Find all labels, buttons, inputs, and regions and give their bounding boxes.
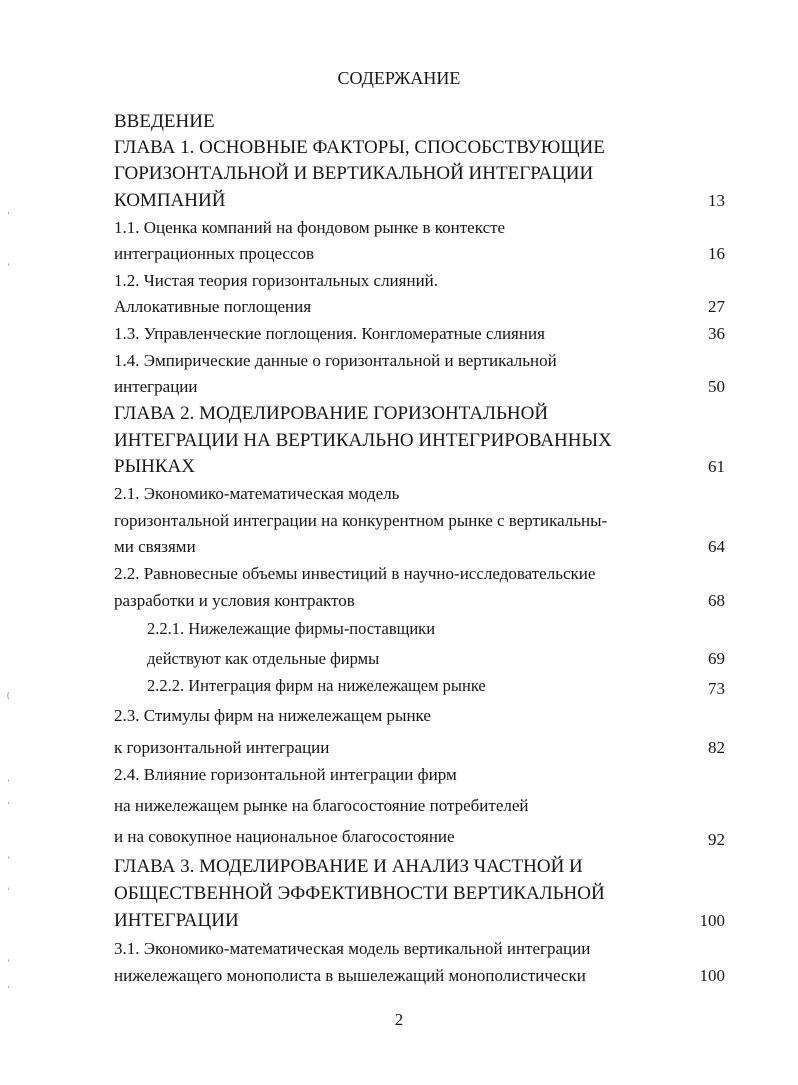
toc-entry: нижележащего монополиста в вышележащий монополистически bbox=[114, 966, 586, 985]
toc-page-number: 13 bbox=[708, 191, 725, 210]
toc-entry: и на совокупное национальное благосостояние bbox=[114, 827, 455, 846]
toc-entry: ИНТЕГРАЦИИ НА ВЕРТИКАЛЬНО ИНТЕГРИРОВАННЫХ bbox=[114, 430, 612, 451]
toc-entry: 3.1. Экономико-математическая модель вертикальной интеграции bbox=[114, 939, 591, 958]
toc-entry: разработки и условия контрактов bbox=[114, 591, 355, 610]
scan-speck: ’ bbox=[7, 855, 10, 865]
toc-page-number: 92 bbox=[708, 830, 725, 849]
toc-page-number: 50 bbox=[708, 377, 725, 396]
toc-entry: 1.3. Управленческие поглощения. Конгломератные слияния bbox=[114, 324, 545, 343]
toc-entry: ГЛАВА 2. МОДЕЛИРОВАНИЕ ГОРИЗОНТАЛЬНОЙ bbox=[114, 403, 549, 424]
toc-entry: 2.2.2. Интеграция фирм на нижележащем рынке bbox=[147, 676, 486, 695]
scan-speck: ‘ bbox=[7, 984, 10, 994]
page-title: СОДЕРЖАНИЕ bbox=[337, 68, 461, 88]
scan-speck: ‘ bbox=[7, 800, 10, 810]
toc-entry: на нижележащем рынке на благосостояние потребителей bbox=[114, 796, 529, 815]
toc-entry: ИНТЕГРАЦИИ bbox=[114, 910, 239, 931]
toc-page-number: 61 bbox=[708, 457, 725, 476]
toc-page-number: 69 bbox=[708, 649, 725, 668]
toc-entry: ГОРИЗОНТАЛЬНОЙ И ВЕРТИКАЛЬНОЙ ИНТЕГРАЦИИ bbox=[114, 163, 594, 184]
toc-entry: ВВЕДЕНИЕ bbox=[114, 111, 215, 132]
toc-entry: 2.3. Стимулы фирм на нижележащем рынке bbox=[114, 706, 431, 725]
toc-page-number: 82 bbox=[708, 738, 725, 757]
scan-speck: ‘ bbox=[7, 886, 10, 896]
scan-speck: ’ bbox=[7, 778, 10, 788]
scan-speck: ( bbox=[7, 690, 10, 700]
toc-page-number: 73 bbox=[708, 679, 725, 698]
toc-entry: 2.1. Экономико-математическая модель bbox=[114, 484, 400, 503]
toc-page-number: 100 bbox=[699, 911, 725, 930]
toc-entry: интеграционных процессов bbox=[114, 244, 315, 263]
toc-page-number: 100 bbox=[699, 966, 725, 985]
toc-entry: РЫНКАХ bbox=[114, 456, 195, 477]
toc-entry: КОМПАНИЙ bbox=[114, 190, 226, 211]
toc-entry: ми связями bbox=[114, 537, 196, 556]
toc-entry: горизонтальной интеграции на конкурентном рынке с вертикальны- bbox=[114, 511, 608, 530]
toc-entry: Аллокативные поглощения bbox=[114, 297, 312, 316]
toc-entry: 1.2. Чистая теория горизонтальных слияний. bbox=[114, 271, 439, 290]
scan-speck: ‘ bbox=[7, 210, 10, 220]
toc-entry: 2.2.1. Нижележащие фирмы-поставщики bbox=[147, 619, 436, 638]
toc-page-number: 68 bbox=[708, 591, 725, 610]
toc-page-number: 27 bbox=[708, 297, 725, 316]
toc-page-number: 64 bbox=[708, 537, 725, 556]
toc-entry: ГЛАВА 3. МОДЕЛИРОВАНИЕ И АНАЛИЗ ЧАСТНОЙ И bbox=[114, 856, 583, 877]
toc-entry: ОБЩЕСТВЕННОЙ ЭФФЕКТИВНОСТИ ВЕРТИКАЛЬНОЙ bbox=[114, 883, 605, 904]
toc-entry: к горизонтальной интеграции bbox=[114, 738, 330, 757]
toc-entry: интеграции bbox=[114, 377, 198, 396]
toc-entry: ГЛАВА 1. ОСНОВНЫЕ ФАКТОРЫ, СПОСОБСТВУЮЩИЕ bbox=[114, 137, 605, 158]
scan-speck: ’ bbox=[7, 262, 10, 272]
toc-page-number: 36 bbox=[708, 324, 725, 343]
toc-entry: 2.2. Равновесные объемы инвестиций в научно-исследовательские bbox=[114, 564, 596, 583]
scan-speck: ’ bbox=[7, 958, 10, 968]
toc-entry: 2.4. Влияние горизонтальной интеграции фирм bbox=[114, 765, 457, 784]
toc-entry: 1.4. Эмпирические данные о горизонтальной и вертикальной bbox=[114, 351, 557, 370]
toc-entry: действуют как отдельные фирмы bbox=[147, 649, 380, 668]
toc-entry: 1.1. Оценка компаний на фондовом рынке в контексте bbox=[114, 218, 506, 237]
toc-page-number: 16 bbox=[708, 244, 725, 263]
page-number: 2 bbox=[394, 1010, 404, 1029]
